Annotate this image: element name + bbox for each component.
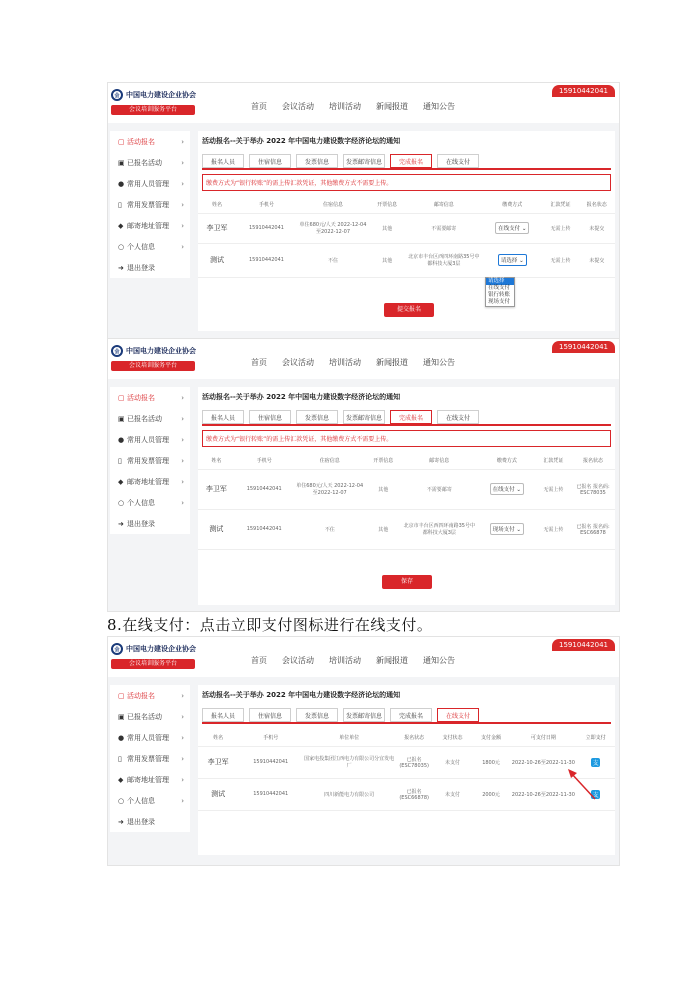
col-header: 邮寄信息 bbox=[405, 197, 482, 214]
arrow-head bbox=[568, 769, 577, 778]
table-row bbox=[198, 213, 615, 243]
sidebar-item-profile[interactable] bbox=[110, 236, 190, 257]
col-header: 住宿信息 bbox=[294, 453, 366, 470]
chevron-right-icon: › bbox=[181, 200, 184, 209]
dropdown-option[interactable]: 请选择 bbox=[486, 278, 514, 285]
col-header: 手机号 bbox=[238, 730, 303, 747]
cell-pay-method bbox=[478, 469, 536, 509]
cell-unit: 国家电投集团江西电力有限公司分宜发电厂 bbox=[303, 746, 395, 778]
sidebar-item-logout[interactable] bbox=[110, 811, 190, 832]
user-icon: ○ bbox=[118, 498, 125, 507]
cell-lodging: 单住680元/人天 2022-12-04至2022-12-07 bbox=[294, 469, 366, 509]
sidebar-item-label: 活动报名 bbox=[127, 137, 155, 146]
chevron-right-icon: › bbox=[181, 137, 184, 146]
form-icon: ▢ bbox=[118, 691, 125, 700]
sidebar-item-label: 已报名活动 bbox=[127, 158, 162, 167]
table-header-row bbox=[198, 197, 615, 214]
sidebar-item-label: 常用发票管理 bbox=[127, 200, 169, 209]
cell-status: 已报名 报名码: ESC78035 bbox=[571, 469, 615, 509]
chevron-right-icon: › bbox=[181, 691, 184, 700]
cell-phone: 15910442041 bbox=[238, 746, 303, 778]
nav-home[interactable]: 首页 bbox=[251, 656, 267, 665]
main-nav bbox=[251, 101, 455, 112]
pay-method-value: 在线支付 bbox=[492, 487, 515, 493]
sidebar bbox=[110, 131, 190, 278]
chevron-right-icon: › bbox=[181, 498, 184, 507]
cell-voucher: 无需上传 bbox=[536, 469, 571, 509]
org-logo[interactable] bbox=[111, 345, 196, 357]
cell-status: 已报名 (ESC78035) bbox=[395, 746, 433, 778]
sidebar-item-address[interactable] bbox=[110, 471, 190, 492]
col-header: 缴费方式 bbox=[482, 197, 542, 214]
col-header: 汇款凭证 bbox=[536, 453, 571, 470]
chevron-right-icon: › bbox=[181, 242, 184, 251]
tab-invoice[interactable]: 发票信息 bbox=[296, 410, 338, 424]
col-header: 可支付日期 bbox=[510, 730, 576, 747]
nav-news[interactable]: 新闻报道 bbox=[376, 656, 408, 665]
screenshot-online-payment bbox=[107, 636, 620, 866]
chevron-down-icon: ⌄ bbox=[516, 527, 522, 533]
sidebar-item-label: 退出登录 bbox=[127, 263, 155, 272]
main-panel bbox=[198, 685, 615, 855]
tab-underline bbox=[202, 424, 611, 426]
registration-table bbox=[198, 197, 615, 278]
page-title: 活动报名--关于举办 2022 年中国电力建设数字经济论坛的通知 bbox=[202, 393, 401, 401]
invoice-icon: ▯ bbox=[118, 754, 122, 763]
sidebar-item-people[interactable] bbox=[110, 727, 190, 748]
nav-notices[interactable]: 通知公告 bbox=[423, 656, 455, 665]
cell-status: 未提交 bbox=[579, 243, 615, 277]
tab-lodging[interactable]: 住宿信息 bbox=[249, 410, 291, 424]
invoice-icon: ▯ bbox=[118, 456, 122, 465]
nav-notices[interactable]: 通知公告 bbox=[423, 102, 455, 111]
nav-training[interactable]: 培训活动 bbox=[329, 358, 361, 367]
step-tabs bbox=[198, 708, 615, 722]
sidebar-item-people[interactable] bbox=[110, 429, 190, 450]
tab-lodging[interactable]: 住宿信息 bbox=[249, 154, 291, 168]
user-phone-badge[interactable]: 15910442041 bbox=[552, 639, 615, 651]
col-header: 住宿信息 bbox=[297, 197, 369, 214]
cell-pay-method bbox=[478, 509, 536, 549]
chevron-down-icon: ⌄ bbox=[521, 226, 527, 232]
step-instruction: 8.在线支付：点击立即支付图标进行在线支付。 bbox=[107, 616, 433, 634]
invoice-icon: ▯ bbox=[118, 200, 122, 209]
tab-online-pay[interactable]: 在线支付 bbox=[437, 708, 479, 722]
dropdown-option[interactable]: 银行转账 bbox=[488, 292, 511, 298]
check-list-icon: ▣ bbox=[118, 712, 125, 721]
cell-amount: 1800元 bbox=[472, 746, 511, 778]
arrow-shaft bbox=[571, 773, 595, 799]
cell-phone: 15910442041 bbox=[236, 213, 297, 243]
tab-invoice-mail[interactable]: 发票邮寄信息 bbox=[343, 708, 385, 722]
chevron-right-icon: › bbox=[181, 733, 184, 742]
tab-participants[interactable]: 报名人员 bbox=[202, 708, 244, 722]
user-phone-badge[interactable]: 15910442041 bbox=[552, 85, 615, 97]
cell-phone: 15910442041 bbox=[235, 469, 294, 509]
sidebar-item-label: 退出登录 bbox=[127, 519, 155, 528]
sidebar-item-label: 常用人员管理 bbox=[127, 179, 169, 188]
chevron-right-icon: › bbox=[181, 393, 184, 402]
sidebar bbox=[110, 387, 190, 534]
sidebar-item-registered[interactable] bbox=[110, 152, 190, 173]
nav-notices[interactable]: 通知公告 bbox=[423, 358, 455, 367]
user-icon: ○ bbox=[118, 242, 125, 251]
alipay-icon[interactable]: 支 bbox=[592, 791, 599, 799]
chevron-right-icon: › bbox=[181, 221, 184, 230]
nav-news[interactable]: 新闻报道 bbox=[376, 358, 408, 367]
sidebar-item-registered[interactable] bbox=[110, 706, 190, 727]
cell-pay-date: 2022-10-26至2022-11-30 bbox=[510, 778, 576, 810]
screenshot-complete-registration-dropdown bbox=[107, 82, 620, 340]
org-emblem-icon: 会 bbox=[111, 345, 123, 357]
users-icon: ● bbox=[118, 435, 125, 444]
nav-home[interactable]: 首页 bbox=[251, 102, 267, 111]
pay-method-select[interactable] bbox=[498, 254, 527, 266]
check-list-icon: ▣ bbox=[118, 414, 125, 423]
registration-table bbox=[198, 453, 615, 550]
dropdown-option[interactable]: 现场支付 bbox=[488, 299, 511, 305]
logout-icon: ➜ bbox=[118, 519, 124, 528]
col-header: 开票信息 bbox=[369, 197, 405, 214]
cell-invoice: 其他 bbox=[366, 469, 401, 509]
main-panel bbox=[198, 387, 615, 605]
col-header: 汇款凭证 bbox=[542, 197, 578, 214]
sidebar-item-register[interactable] bbox=[110, 131, 190, 152]
sidebar-item-invoices[interactable] bbox=[110, 450, 190, 471]
table-row bbox=[198, 469, 615, 509]
alipay-icon[interactable]: 支 bbox=[592, 759, 599, 767]
cell-amount: 2000元 bbox=[472, 778, 511, 810]
tab-invoice[interactable]: 发票信息 bbox=[296, 154, 338, 168]
tab-complete[interactable]: 完成报名 bbox=[390, 154, 432, 168]
chevron-right-icon: › bbox=[181, 796, 184, 805]
chevron-right-icon: › bbox=[181, 158, 184, 167]
tab-online-pay[interactable]: 在线支付 bbox=[437, 410, 479, 424]
sidebar-item-label: 常用发票管理 bbox=[127, 456, 169, 465]
pay-method-select[interactable] bbox=[490, 483, 524, 495]
tab-participants[interactable]: 报名人员 bbox=[202, 410, 244, 424]
tab-invoice-mail[interactable]: 发票邮寄信息 bbox=[343, 410, 385, 424]
col-header: 报名状态 bbox=[571, 453, 615, 470]
payment-notice: 缴费方式为“银行转账”的需上传汇款凭证，其他缴费方式不需要上传。 bbox=[202, 430, 611, 447]
cell-voucher: 无需上传 bbox=[536, 509, 571, 549]
pay-method-value: 在线支付 bbox=[498, 226, 521, 232]
annotation-arrow bbox=[563, 765, 603, 805]
logout-icon: ➜ bbox=[118, 817, 124, 826]
sidebar-item-label: 已报名活动 bbox=[127, 414, 162, 423]
cell-lodging: 不住 bbox=[297, 243, 369, 277]
sidebar-item-label: 邮寄地址管理 bbox=[127, 477, 169, 486]
nav-meetings[interactable]: 会议活动 bbox=[282, 656, 314, 665]
col-header: 支付状态 bbox=[433, 730, 472, 747]
sidebar-item-profile[interactable] bbox=[110, 492, 190, 513]
sidebar-item-label: 退出登录 bbox=[127, 817, 155, 826]
col-header: 报名状态 bbox=[579, 197, 615, 214]
form-icon: ▢ bbox=[118, 137, 125, 146]
sidebar-item-label: 已报名活动 bbox=[127, 712, 162, 721]
top-bar bbox=[108, 339, 619, 379]
cell-status: 未提交 bbox=[579, 213, 615, 243]
col-header: 姓名 bbox=[198, 197, 236, 214]
form-icon: ▢ bbox=[118, 393, 125, 402]
users-icon: ● bbox=[118, 179, 125, 188]
table-row bbox=[198, 243, 615, 277]
nav-news[interactable]: 新闻报道 bbox=[376, 102, 408, 111]
cell-pay-method bbox=[482, 213, 542, 243]
sidebar bbox=[110, 685, 190, 832]
org-name: 中国电力建设企业协会 bbox=[126, 91, 196, 99]
cell-name: 李卫军 bbox=[198, 213, 236, 243]
top-bar bbox=[108, 637, 619, 677]
cell-unit: 四川新能电力有限公司 bbox=[303, 778, 395, 810]
check-list-icon: ▣ bbox=[118, 158, 125, 167]
col-header: 手机号 bbox=[235, 453, 294, 470]
logout-icon: ➜ bbox=[118, 263, 124, 272]
sidebar-item-label: 活动报名 bbox=[127, 691, 155, 700]
table-header-row bbox=[198, 730, 615, 747]
main-panel bbox=[198, 131, 615, 331]
col-header: 缴费方式 bbox=[478, 453, 536, 470]
col-header: 姓名 bbox=[198, 453, 235, 470]
tab-complete[interactable]: 完成报名 bbox=[390, 410, 432, 424]
cell-name: 测试 bbox=[198, 778, 238, 810]
cell-phone: 15910442041 bbox=[235, 509, 294, 549]
cell-voucher: 无需上传 bbox=[542, 243, 578, 277]
location-pin-icon: ◆ bbox=[118, 477, 124, 486]
platform-label: 会议培训服务平台 bbox=[111, 659, 195, 669]
top-bar bbox=[108, 83, 619, 123]
col-header: 立即支付 bbox=[576, 730, 615, 747]
col-header: 支付金额 bbox=[472, 730, 511, 747]
cell-lodging: 单住680元/人天 2022-12-04至2022-12-07 bbox=[297, 213, 369, 243]
sidebar-item-label: 活动报名 bbox=[127, 393, 155, 402]
cell-invoice: 其他 bbox=[369, 243, 405, 277]
sidebar-item-logout[interactable] bbox=[110, 257, 190, 278]
org-name: 中国电力建设企业协会 bbox=[126, 645, 196, 653]
pay-method-dropdown bbox=[485, 277, 515, 307]
tab-invoice-mail[interactable]: 发票邮寄信息 bbox=[343, 154, 385, 168]
cell-status: 已报名 (ESC66878) bbox=[395, 778, 433, 810]
col-header: 手机号 bbox=[236, 197, 297, 214]
platform-label: 会议培训服务平台 bbox=[111, 105, 195, 115]
col-header: 姓名 bbox=[198, 730, 238, 747]
cell-lodging: 不住 bbox=[294, 509, 366, 549]
cell-invoice: 其他 bbox=[369, 213, 405, 243]
chevron-right-icon: › bbox=[181, 456, 184, 465]
pay-method-select[interactable] bbox=[490, 523, 524, 535]
location-pin-icon: ◆ bbox=[118, 221, 124, 230]
table-row bbox=[198, 746, 615, 778]
sidebar-item-label: 常用人员管理 bbox=[127, 733, 169, 742]
sidebar-item-invoices[interactable] bbox=[110, 194, 190, 215]
main-nav bbox=[251, 655, 455, 666]
pay-method-value: 请选择 bbox=[500, 258, 518, 264]
cell-name: 测试 bbox=[198, 509, 235, 549]
cell-name: 李卫军 bbox=[198, 469, 235, 509]
cell-mail: 北京市丰台区西四环南路35号中都科技大厦3层 bbox=[405, 243, 482, 277]
chevron-right-icon: › bbox=[181, 179, 184, 188]
step-tabs bbox=[198, 410, 615, 424]
payment-table bbox=[198, 730, 615, 811]
sidebar-item-logout[interactable] bbox=[110, 513, 190, 534]
chevron-right-icon: › bbox=[181, 712, 184, 721]
sidebar-item-label: 邮寄地址管理 bbox=[127, 221, 169, 230]
sidebar-item-profile[interactable] bbox=[110, 790, 190, 811]
tab-invoice[interactable]: 发票信息 bbox=[296, 708, 338, 722]
col-header: 报名状态 bbox=[395, 730, 433, 747]
platform-label: 会议培训服务平台 bbox=[111, 361, 195, 371]
nav-meetings[interactable]: 会议活动 bbox=[282, 358, 314, 367]
sidebar-item-label: 常用人员管理 bbox=[127, 435, 169, 444]
tab-lodging[interactable]: 住宿信息 bbox=[249, 708, 291, 722]
page-title: 活动报名--关于举办 2022 年中国电力建设数字经济论坛的通知 bbox=[202, 691, 401, 699]
cell-phone: 15910442041 bbox=[238, 778, 303, 810]
sidebar-item-label: 个人信息 bbox=[127, 796, 155, 805]
col-header: 邮寄信息 bbox=[401, 453, 478, 470]
tab-online-pay[interactable]: 在线支付 bbox=[437, 154, 479, 168]
org-logo[interactable] bbox=[111, 89, 196, 101]
cell-pay-status: 未支付 bbox=[433, 778, 472, 810]
sidebar-item-address[interactable] bbox=[110, 769, 190, 790]
submit-registration-button[interactable]: 提交报名 bbox=[384, 303, 434, 317]
cell-invoice: 其他 bbox=[366, 509, 401, 549]
nav-home[interactable]: 首页 bbox=[251, 358, 267, 367]
tab-underline bbox=[202, 722, 611, 724]
pay-method-value: 现场支付 bbox=[492, 527, 515, 533]
cell-pay-date: 2022-10-26至2022-11-30 bbox=[510, 746, 576, 778]
chevron-right-icon: › bbox=[181, 775, 184, 784]
org-logo[interactable] bbox=[111, 643, 196, 655]
cell-status: 已报名 报名码: ESC66878 bbox=[571, 509, 615, 549]
users-icon: ● bbox=[118, 733, 125, 742]
chevron-down-icon: ⌄ bbox=[516, 487, 522, 493]
save-button[interactable]: 保存 bbox=[382, 575, 432, 589]
tab-participants[interactable]: 报名人员 bbox=[202, 154, 244, 168]
step-tabs bbox=[198, 154, 615, 168]
pay-method-select[interactable] bbox=[495, 222, 529, 234]
table-header-row bbox=[198, 453, 615, 470]
table-row bbox=[198, 509, 615, 549]
payment-notice: 缴费方式为“银行转账”的需上传汇款凭证，其他缴费方式不需要上传。 bbox=[202, 174, 611, 191]
table-row bbox=[198, 778, 615, 810]
dropdown-option[interactable]: 在线支付 bbox=[488, 285, 511, 291]
sidebar-item-invoices[interactable] bbox=[110, 748, 190, 769]
sidebar-item-label: 个人信息 bbox=[127, 242, 155, 251]
cell-pay-method bbox=[482, 243, 542, 277]
chevron-right-icon: › bbox=[181, 435, 184, 444]
chevron-right-icon: › bbox=[181, 754, 184, 763]
sidebar-item-address[interactable] bbox=[110, 215, 190, 236]
cell-phone: 15910442041 bbox=[236, 243, 297, 277]
cell-voucher: 无需上传 bbox=[542, 213, 578, 243]
cell-pay-status: 未支付 bbox=[433, 746, 472, 778]
col-header: 开票信息 bbox=[366, 453, 401, 470]
nav-meetings[interactable]: 会议活动 bbox=[282, 102, 314, 111]
tab-complete[interactable]: 完成报名 bbox=[390, 708, 432, 722]
location-pin-icon: ◆ bbox=[118, 775, 124, 784]
chevron-down-icon: ⌄ bbox=[519, 258, 524, 264]
cell-name: 测试 bbox=[198, 243, 236, 277]
org-emblem-icon: 会 bbox=[111, 643, 123, 655]
cell-name: 李卫军 bbox=[198, 746, 238, 778]
cell-mail: 不需要邮寄 bbox=[401, 469, 478, 509]
org-name: 中国电力建设企业协会 bbox=[126, 347, 196, 355]
chevron-right-icon: › bbox=[181, 477, 184, 486]
sidebar-item-people[interactable] bbox=[110, 173, 190, 194]
cell-mail: 不需要邮寄 bbox=[405, 213, 482, 243]
nav-training[interactable]: 培训活动 bbox=[329, 656, 361, 665]
sidebar-item-label: 邮寄地址管理 bbox=[127, 775, 169, 784]
nav-training[interactable]: 培训活动 bbox=[329, 102, 361, 111]
org-emblem-icon: 会 bbox=[111, 89, 123, 101]
tab-underline bbox=[202, 168, 611, 170]
sidebar-item-label: 个人信息 bbox=[127, 498, 155, 507]
sidebar-item-register[interactable] bbox=[110, 685, 190, 706]
main-nav bbox=[251, 357, 455, 368]
user-phone-badge[interactable]: 15910442041 bbox=[552, 341, 615, 353]
col-header: 单位单位 bbox=[303, 730, 395, 747]
page-title: 活动报名--关于举办 2022 年中国电力建设数字经济论坛的通知 bbox=[202, 137, 401, 145]
sidebar-item-register[interactable] bbox=[110, 387, 190, 408]
chevron-right-icon: › bbox=[181, 414, 184, 423]
cell-mail: 北京市丰台区西四环南路35号中都科技大厦3层 bbox=[401, 509, 478, 549]
user-icon: ○ bbox=[118, 796, 125, 805]
sidebar-item-registered[interactable] bbox=[110, 408, 190, 429]
screenshot-complete-registration-saved bbox=[107, 338, 620, 612]
sidebar-item-label: 常用发票管理 bbox=[127, 754, 169, 763]
